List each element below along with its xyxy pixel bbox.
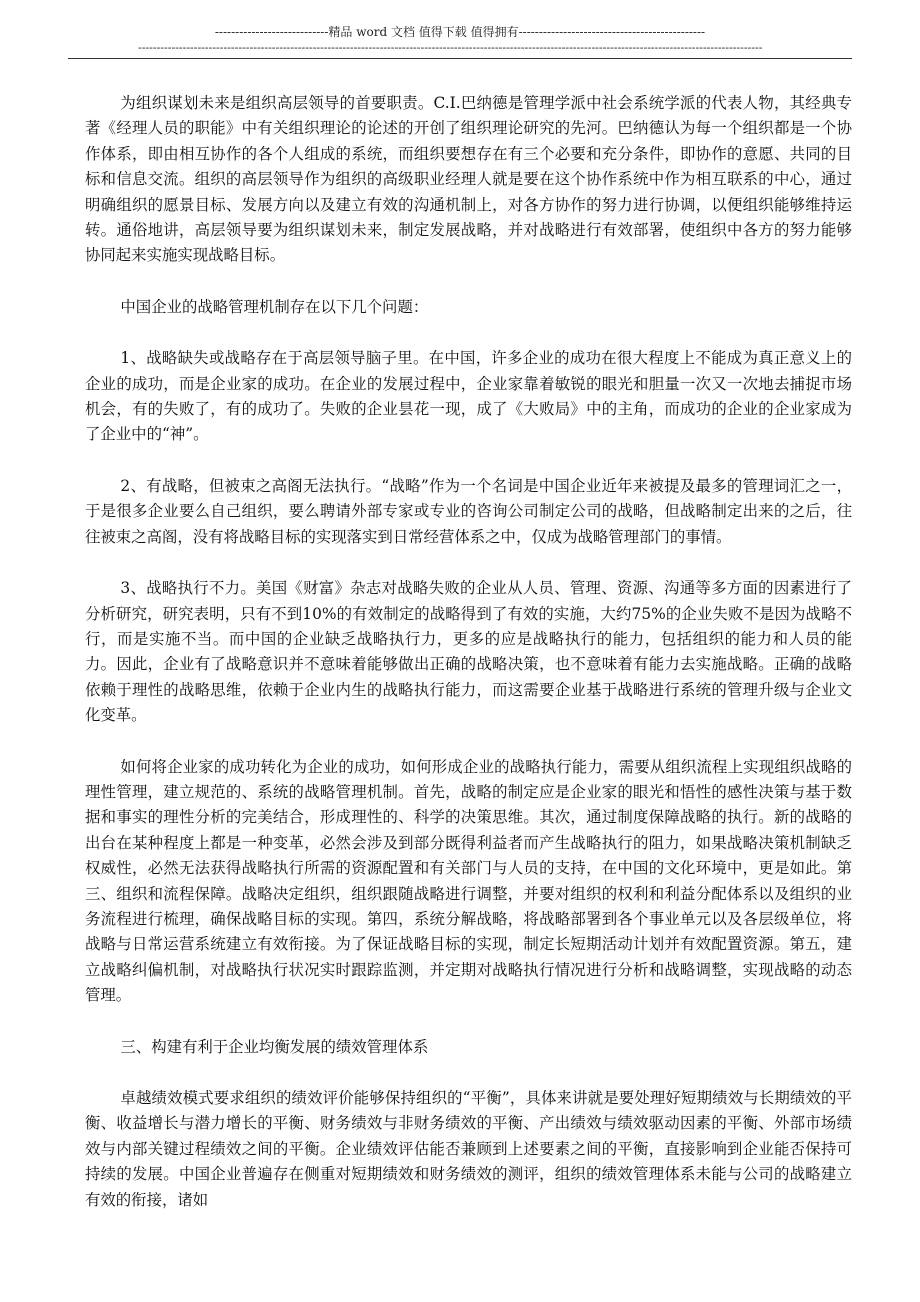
header-dashed-line: ------------------------------------------------------------------------------------------------------------------------------------------------------------------------ [138,42,763,54]
paragraph-intro: 为组织谋划未来是组织高层领导的首要职责。C.I.巴纳德是管理学派中社会系统学派的代表人物，其经典专著《经理人员的职能》中有关组织理论的论述的开创了组织理论研究的先河。巴纳德认为每一个组织都是一个协作体系，即由相互协作的各个人组成的系统，而组织要想存在有三个必要和充分条件，即协作的意愿、共同的目标和信息交流。组织的高层领导作为组织的高级职业经理人就是要在这个协作系统中作为相互联系的中心，通过明确组织的愿景目标、发展方向以及建立有效的沟通机制上，对各方协作的努力进行协调，以便组织能够维持运转。通俗地讲，高层领导要为组织谋划未来，制定发展战略，并对战略进行有效部署，使组织中各方的努力能够协同起来实施实现战略目标。 [85,94,852,265]
page-header [0,0,920,60]
header-rule [68,58,852,59]
paragraph-problem-2: 2、有战略，但被束之高阁无法执行。“战略”作为一个名词是中国企业近年来被提及最多的管理词汇之一，于是很多企业要么自己组织，要么聘请外部专家或专业的咨询公司制定公司的战略，但战略制定出来的之后，往往被束之高阁，没有将战略目标的实现落实到日常经营体系之中，仅成为战略管理部门的事情。 [85,476,852,546]
paragraph-solutions: 如何将企业家的成功转化为企业的成功，如何形成企业的战略执行能力，需要从组织流程上实现组织战略的理性管理，建立规范的、系统的战略管理机制。首先，战略的制定应是企业家的眼光和悟性的感性决策与基于数据和事实的理性分析的完美结合，形成理性的、科学的决策思维。其次，通过制度保障战略的执行。新的战略的出台在某种程度上都是一种变革，必然会涉及到部分既得利益者而产生战略执行的阻力，如果战略决策机制缺乏权威性，必然无法获得战略执行所需的资源配置和有关部门与人员的支持，在中国的文化环境中，更是如此。第三、组织和流程保障。战略决定组织，组织跟随战略进行调整，并要对组织的权利和利益分配体系以及组织的业务流程进行梳理，确保战略目标的实现。第四，系统分解战略，将战略部署到各个事业单元以及各层级单位，将战略与日常运营系统建立有效衔接。为了保证战略目标的实现，制定长短期活动计划并有效配置资源。第五，建立战略纠偏机制，对战略执行状况实时跟踪监测，并定期对战略执行情况进行分析和战略调整，实现战略的动态管理。 [85,757,852,1005]
header-watermark-text: ----------------------------精品 word 文档 值得下载 值得拥有---------------------------------------------- [214,25,706,39]
section-heading: 三、构建有利于企业均衡发展的绩效管理体系 [120,1037,429,1056]
paragraph-problems-lead: 中国企业的战略管理机制存在以下几个问题： [120,297,429,316]
paragraph-performance: 卓越绩效模式要求组织的绩效评价能够保持组织的“平衡”，具体来讲就是要处理好短期绩效与长期绩效的平衡、收益增长与潜力增长的平衡、财务绩效与非财务绩效的平衡、产出绩效与绩效驱动因素的平衡、外部市场绩效与内部关键过程绩效之间的平衡。企业绩效评估能否兼顾到上述要素之间的平衡，直接影响到企业能否保持可持续的发展。中国企业普遍存在侧重对短期绩效和财务绩效的测评，组织的绩效管理体系未能与公司的战略建立有效的衔接，诸如 [85,1089,852,1209]
paragraph-problem-1: 1、战略缺失或战略存在于高层领导脑子里。在中国，许多企业的成功在很大程度上不能成为真正意义上的企业的成功，而是企业家的成功。在企业的发展过程中，企业家靠着敏锐的眼光和胆量一次又一次地去捕捉市场机会，有的失败了，有的成功了。失败的企业昙花一现，成了《大败局》中的主角，而成功的企业的企业家成为了企业中的“神”。 [85,349,852,444]
document-body [85,91,852,1239]
paragraph-problem-3: 3、战略执行不力。美国《财富》杂志对战略失败的企业从人员、管理、资源、沟通等多方面的因素进行了分析研究，研究表明，只有不到10%的有效制定的战略得到了有效的实施，大约75%的企业失败不是因为战略不行，而是实施不当。而中国的企业缺乏战略执行力，更多的应是战略执行的能力，包括组织的能力和人员的能力。因此，企业有了战略意识并不意味着能够做出正确的战略决策，也不意味着有能力去实施战略。正确的战略依赖于理性的战略思维，依赖于企业内生的战略执行能力，而这需要企业基于战略进行系统的管理升级与企业文化变革。 [85,579,852,725]
